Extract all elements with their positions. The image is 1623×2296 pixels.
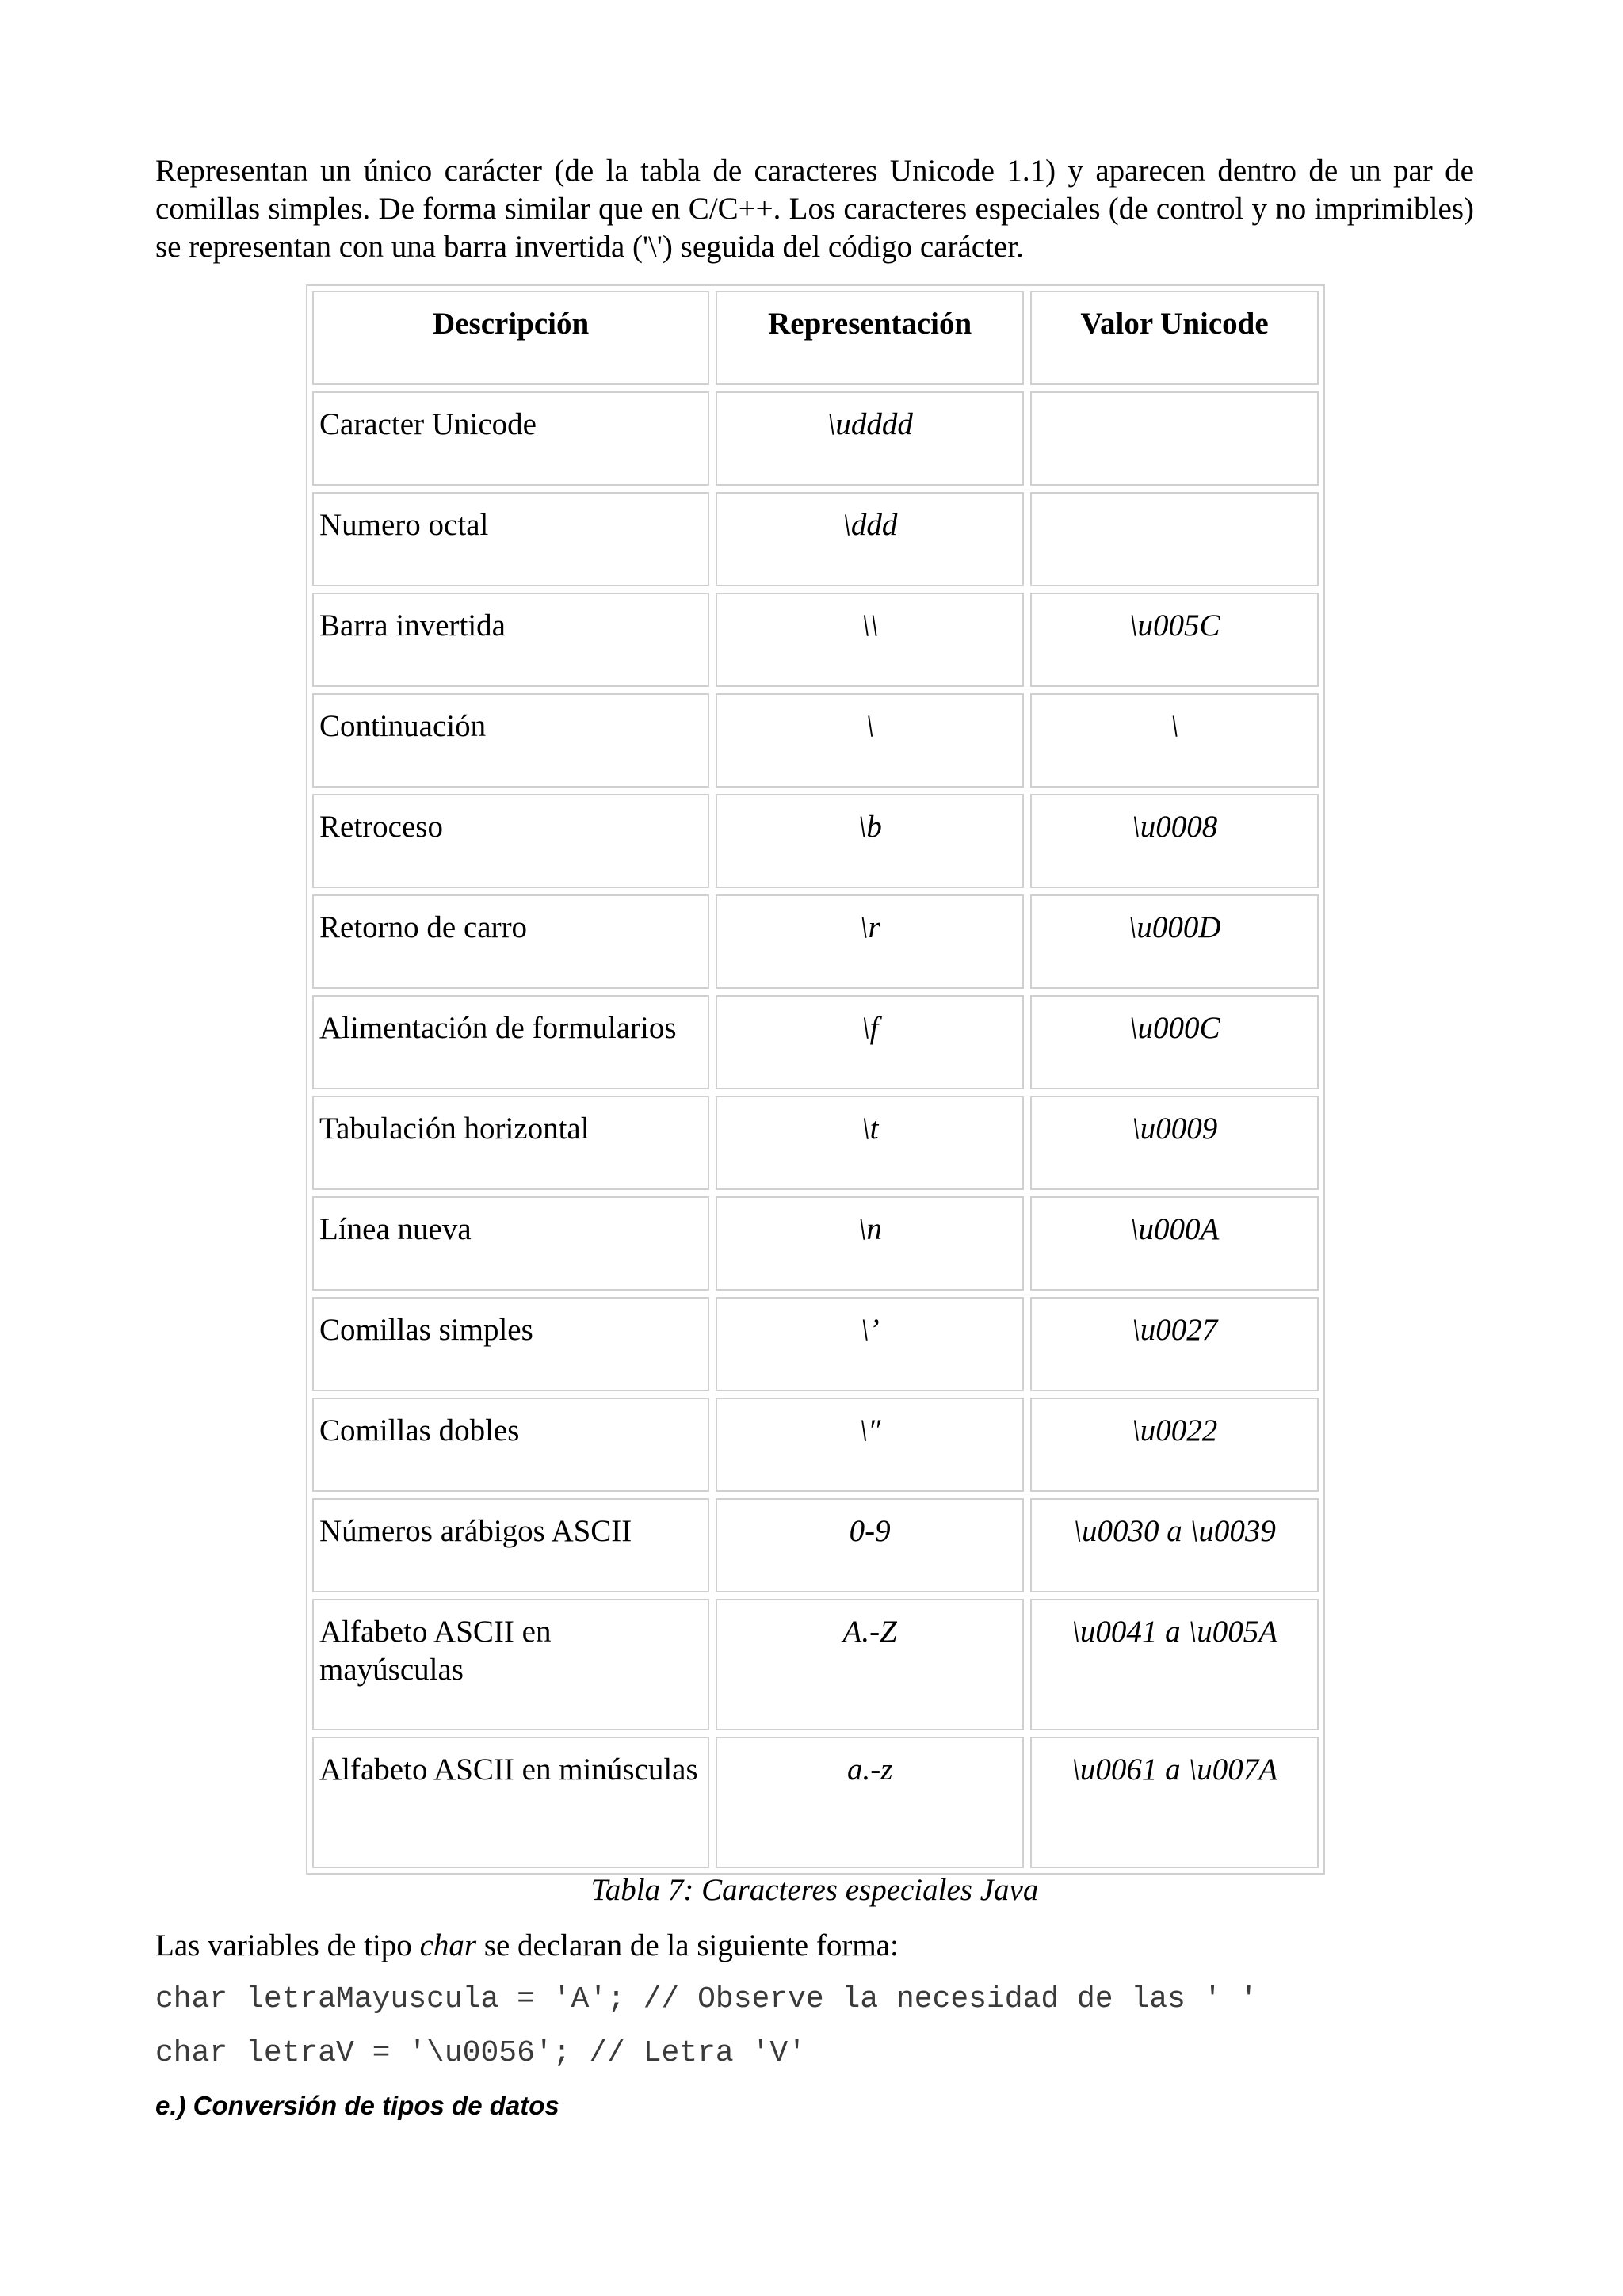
cell-description: Continuación [312,693,709,788]
declaration-paragraph [155,1927,899,1965]
special-characters-table [306,284,1325,1875]
cell-unicode-value: \u0008 [1030,794,1319,888]
header-valor-unicode: Valor Unicode [1030,291,1319,385]
paragraph-text-before: Las variables de tipo [155,1928,420,1962]
table-header-row [312,291,1319,385]
cell-representation: \f [716,995,1024,1089]
table-row [312,1096,1319,1190]
cell-description: Alfabeto ASCII en mayúsculas [312,1599,709,1730]
table-row [312,1398,1319,1492]
cell-representation: \\ [716,593,1024,687]
section-heading: e.) Conversión de tipos de datos [155,2091,559,2120]
cell-description: Barra invertida [312,593,709,687]
table-row [312,492,1319,586]
table-row [312,1737,1319,1868]
cell-unicode-value: \u000A [1030,1196,1319,1291]
cell-representation: \n [716,1196,1024,1291]
table-row [312,995,1319,1089]
table-row [312,391,1319,486]
cell-representation: \ [716,693,1024,788]
table-row [312,1599,1319,1730]
cell-representation: A.-Z [716,1599,1024,1730]
cell-representation: 0-9 [716,1498,1024,1592]
cell-unicode-value: \u0027 [1030,1297,1319,1391]
cell-representation: \udddd [716,391,1024,486]
cell-unicode-value: \u0009 [1030,1096,1319,1190]
intro-paragraph: Representan un único carácter (de la tabla de caracteres Unicode 1.1) y aparecen dentro de un par de comillas simples. De forma similar que en C/C++. Los caracteres especiales (de control y no imprimibles) se representan con una barra invertida ('\') seguida del código carácter. [155,154,1474,264]
paragraph-text-after: se declaran de la siguiente forma: [476,1928,899,1962]
table-row [312,1498,1319,1592]
cell-description: Comillas simples [312,1297,709,1391]
table-row [312,894,1319,989]
cell-description: Alfabeto ASCII en minúsculas [312,1737,709,1868]
cell-description: Caracter Unicode [312,391,709,486]
code-line: char letraMayuscula = 'A'; // Observe la necesidad de las ' ' [155,1982,1258,2016]
cell-description: Tabulación horizontal [312,1096,709,1190]
cell-unicode-value: \ [1030,693,1319,788]
cell-representation: \ddd [716,492,1024,586]
table-row [312,593,1319,687]
table-caption: Tabla 7: Caracteres especiales Java [590,1873,1039,1907]
cell-unicode-value: \u000D [1030,894,1319,989]
cell-description: Línea nueva [312,1196,709,1291]
cell-unicode-value [1030,391,1319,486]
cell-description: Números arábigos ASCII [312,1498,709,1592]
cell-representation: \b [716,794,1024,888]
cell-description: Comillas dobles [312,1398,709,1492]
cell-description: Numero octal [312,492,709,586]
cell-unicode-value: \u0061 a \u007A [1030,1737,1319,1868]
cell-unicode-value [1030,492,1319,586]
cell-unicode-value: \u000C [1030,995,1319,1089]
cell-unicode-value: \u0022 [1030,1398,1319,1492]
cell-unicode-value: \u0030 a \u0039 [1030,1498,1319,1592]
table-row [312,693,1319,788]
code-line: char letraV = '\u0056'; // Letra 'V' [155,2036,806,2070]
table-row [312,1196,1319,1291]
cell-unicode-value: \u0041 a \u005A [1030,1599,1319,1730]
cell-representation: \r [716,894,1024,989]
cell-representation: \″ [716,1398,1024,1492]
table-row [312,1297,1319,1391]
table-row [312,794,1319,888]
cell-unicode-value: \u005C [1030,593,1319,687]
cell-description: Alimentación de formularios [312,995,709,1089]
cell-representation: \’ [716,1297,1024,1391]
paragraph-emphasis-char: char [419,1928,477,1962]
cell-representation: a.-z [716,1737,1024,1868]
cell-description: Retorno de carro [312,894,709,989]
cell-description: Retroceso [312,794,709,888]
header-representacion: Representación [716,291,1024,385]
header-descripcion: Descripción [312,291,709,385]
cell-representation: \t [716,1096,1024,1190]
